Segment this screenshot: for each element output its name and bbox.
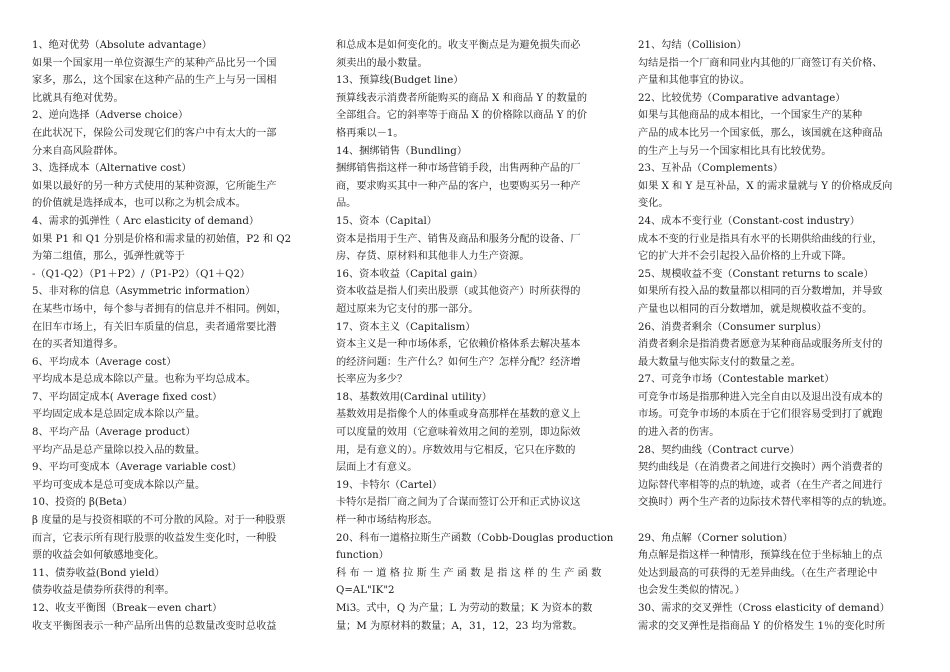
- text-line: 的经济问题：生产什么？如何生产？怎样分配？经济增: [336, 356, 581, 368]
- text-line: 在此状况下，保险公司发现它们的客户中有太大的一部: [32, 127, 277, 139]
- text-line: 卡特尔是指厂商之间为了合谋而签订公开和正式协议这: [336, 497, 581, 509]
- text-line: 全部组合。它的斜率等于商品 X 的价格除以商品 Y 的价: [336, 110, 588, 122]
- term-heading: 25、规模收益不变（Constant returns to scale）: [638, 268, 874, 280]
- text-line: 捆绑销售指这样一种市场营销手段，出售两种产品的厂: [336, 163, 581, 175]
- text-line: 比就具有绝对优势。: [32, 92, 124, 104]
- term-heading: 6、平均成本（Average cost）: [32, 356, 177, 368]
- term-heading: 17、资本主义（Capitalism）: [336, 321, 476, 333]
- term-heading: 15、资本（Capital）: [336, 215, 437, 227]
- text-line: 最大数量与他实际支付的数量之差。: [638, 356, 801, 368]
- text-line: 它的扩大并不会引起投入品价格的上升或下降。: [638, 251, 852, 263]
- text-line: 成本不变的行业是指具有水平的长期供给曲线的行业，: [638, 233, 883, 245]
- term-heading: 2、逆向选择（Adverse choice）: [32, 110, 189, 122]
- text-column-right: [638, 37, 916, 635]
- term-heading: 18、基数效用(Cardinal utility）: [336, 391, 492, 403]
- text-line: 而言，它表示所有现行股票的收益发生变化时，一种股: [32, 532, 277, 544]
- text-line: 科 布 一 道 格 拉 斯 生 产 函 数 是 指 这 样 的 生 产 函 数: [336, 567, 602, 579]
- text-line: 平均产品是总产量除以投入品的数量。: [32, 444, 206, 456]
- blank-line: [638, 512, 916, 530]
- term-heading: 13、预算线(Budget line）: [336, 75, 464, 87]
- text-line: 票的收益会如何敏感地变化。: [32, 550, 165, 562]
- text-line: 资本收益是指人们卖出股票（或其他资产）时所获得的: [336, 286, 581, 298]
- text-line: 需求的交叉弹性是指商品 Y 的价格发生 1％的变化时所: [638, 620, 886, 632]
- term-heading: 26、消费者剩余（Consumer surplus）: [638, 321, 827, 333]
- term-heading: 30、需求的交叉弹性（Cross elasticity of demand）: [638, 603, 890, 614]
- text-line: 交换时）两个生产者的边际技术替代率相等的点的轨迹。: [638, 497, 893, 509]
- text-line: 须卖出的最小数量。: [336, 57, 428, 69]
- text-column-middle: [336, 37, 614, 635]
- term-heading: 21、勾结（Collision）: [638, 40, 747, 51]
- text-line: function）: [336, 550, 389, 562]
- text-line: 在的买者知道得多。: [32, 339, 124, 351]
- term-heading: 12、收支平衡图（Break－even chart）: [32, 603, 223, 614]
- term-heading: 19、卡特尔（Cartel）: [336, 479, 443, 491]
- text-line: 如果与其他商品的成本相比，一个国家生产的某种: [638, 110, 863, 122]
- term-heading: 10、投资的 β(Beta）: [32, 497, 133, 509]
- term-heading: 23、互补品（Complements）: [638, 163, 784, 175]
- text-line: 资本主义是一种市场体系，它依赖价格体系去解决基本: [336, 339, 581, 351]
- text-line: 资本是指用于生产、销售及商品和服务分配的设备、厂: [336, 233, 581, 245]
- text-line: 边际替代率相等的点的轨迹，或者（在生产者之间进行: [638, 479, 883, 491]
- text-line: 的生产上与另一个国家相比具有比较优势。: [638, 145, 832, 157]
- term-heading: 5、非对称的信息（Asymmetric information）: [32, 286, 256, 298]
- text-line: 如果所有投入品的数量都以相同的百分数增加，并导致: [638, 286, 883, 298]
- text-line: 如果 X 和 Y 是互补品，X 的需求量就与 Y 的价格成反向: [638, 180, 893, 192]
- text-column-left: [32, 37, 310, 635]
- text-line: 可以度量的效用（它意味着效用之间的差别，即边际效: [336, 427, 581, 439]
- text-line: 品。: [336, 198, 357, 210]
- term-heading: 4、需求的弧弹性（ Arc elasticity of demand）: [32, 215, 260, 227]
- text-line: 样一种市场结构形态。: [336, 515, 438, 527]
- text-line: 的进入者的伤害。: [638, 427, 720, 439]
- text-line: 产量和其他事宜的协议。: [638, 75, 751, 87]
- text-line: 房、存货、原材料和其他非人力生产资源。: [336, 251, 530, 263]
- text-line: 市场。可竞争市场的本质在于它们很容易受到打了就跑: [638, 409, 883, 421]
- text-line: 收支平衡图表示一种产品所出售的总数量改变时总收益: [32, 620, 277, 632]
- text-line: 如果 P1 和 Q1 分别是价格和需求量的初始值，P2 和 Q2: [32, 233, 292, 245]
- text-line: 量；M 为原材料的数量；A，31，12，23 均为常数。: [336, 620, 583, 632]
- text-line: 角点解是指这样一种情形，预算线在位于坐标轴上的点: [638, 550, 883, 562]
- term-heading: 24、成本不变行业（Constant-cost industry）: [638, 215, 860, 227]
- term-heading: 9、平均可变成本（Average variable cost）: [32, 462, 242, 474]
- text-line: Mi3。式中，Q 为产量；L 为劳动的数量；K 为资本的数: [336, 603, 593, 614]
- text-line: 如果以最好的另一种方式使用的某种资源，它所能生产: [32, 180, 277, 192]
- text-line: 变化。: [638, 198, 669, 210]
- text-line: 平均可变成本是总可变成本除以产量。: [32, 479, 206, 491]
- term-heading: 8、平均产品（Average product）: [32, 427, 196, 439]
- text-line: 和总成本是如何变化的。收支平衡点是为避免损失而必: [336, 40, 581, 51]
- text-line: 可竞争市场是指那种进入完全自由以及退出没有成本的: [638, 391, 883, 403]
- text-line: 为第二组值，那么，弧弹性就等于: [32, 251, 185, 263]
- text-line: 基数效用是指像个人的体重或身高那样在基数的意义上: [336, 409, 581, 421]
- term-heading: 27、可竞争市场（Contestable market）: [638, 374, 835, 386]
- text-line: 契约曲线是（在消费者之间进行交换时）两个消费者的: [638, 462, 883, 474]
- text-line: 的价值就是选择成本，也可以称之为机会成本。: [32, 198, 246, 210]
- text-line: 层面上才有意义。: [336, 462, 418, 474]
- text-line: -（Q1-Q2）（P1＋P2）/（P1-P2）（Q1＋Q2）: [32, 268, 251, 280]
- text-line: 平均成本是总成本除以产量。也称为平均总成本。: [32, 374, 257, 386]
- term-heading: 14、捆绑销售（Bundling）: [336, 145, 468, 157]
- text-line: 处达到最高的可获得的无差异曲线。（在生产者理论中: [638, 567, 878, 579]
- term-heading: 22、比较优势（Comparative advantage）: [638, 92, 846, 104]
- text-line: 家多，那么，这个国家在这种产品的生产上与另一国相: [32, 75, 277, 87]
- text-line: 如果一个国家用一单位资源生产的某种产品比另一个国: [32, 57, 277, 69]
- term-heading: 3、选择成本（Alternative cost）: [32, 163, 192, 175]
- text-line: 消费者剩余是指消费者愿意为某种商品或服务所支付的: [638, 339, 883, 351]
- text-line: 在某些市场中，每个参与者拥有的信息并不相同。例如，: [32, 303, 287, 315]
- text-line: 商，要求购买其中一种产品的客户，也要购买另一种产: [336, 180, 581, 192]
- text-line: 长率应为多少？: [336, 374, 408, 386]
- text-line: 预算线表示消费者所能购买的商品 X 和商品 Y 的数量的: [336, 92, 588, 104]
- term-heading: 29、角点解（Corner solution）: [638, 532, 793, 544]
- text-line: Q=AL"IK"2: [336, 585, 395, 597]
- term-heading: 16、资本收益（Capital gain）: [336, 268, 484, 280]
- term-heading: 7、平均固定成本( Average fixed cost）: [32, 391, 223, 403]
- term-heading: 1、绝对优势（Absolute advantage）: [32, 40, 212, 51]
- text-line: 勾结是指一个厂商和同业内其他的厂商签订有关价格、: [638, 57, 883, 69]
- text-line: 产品的成本比另一个国家低，那么，该国就在这种商品: [638, 127, 883, 139]
- text-line: 平均固定成本是总固定成本除以产量。: [32, 409, 206, 421]
- text-line: 在旧车市场上，有关旧车质量的信息，卖者通常要比潜: [32, 321, 277, 333]
- text-line: 债券收益是债券所获得的利率。: [32, 585, 175, 597]
- text-line: 用，是有意义的）。序数效用与它相反，它只在序数的: [336, 444, 576, 456]
- text-line: 超过原来为它支付的那一部分。: [336, 303, 479, 315]
- text-line: β 度量的是与投资相联的不可分散的风险。对于一种股票: [32, 515, 286, 527]
- text-line: 也会发生类似的情况。）: [638, 585, 745, 597]
- text-line: 格再乘以－1。: [336, 127, 404, 139]
- text-line: 分来自高风险群体。: [32, 145, 124, 157]
- term-heading: 11、债券收益(Bond yield）: [32, 567, 165, 579]
- term-heading: 20、科布一道格拉斯生产函数（Cobb-Douglas production: [336, 532, 614, 544]
- term-heading: 28、契约曲线（Contract curve）: [638, 444, 800, 456]
- text-line: 产量也以相同的百分数增加，就是规模收益不变的。: [638, 303, 873, 315]
